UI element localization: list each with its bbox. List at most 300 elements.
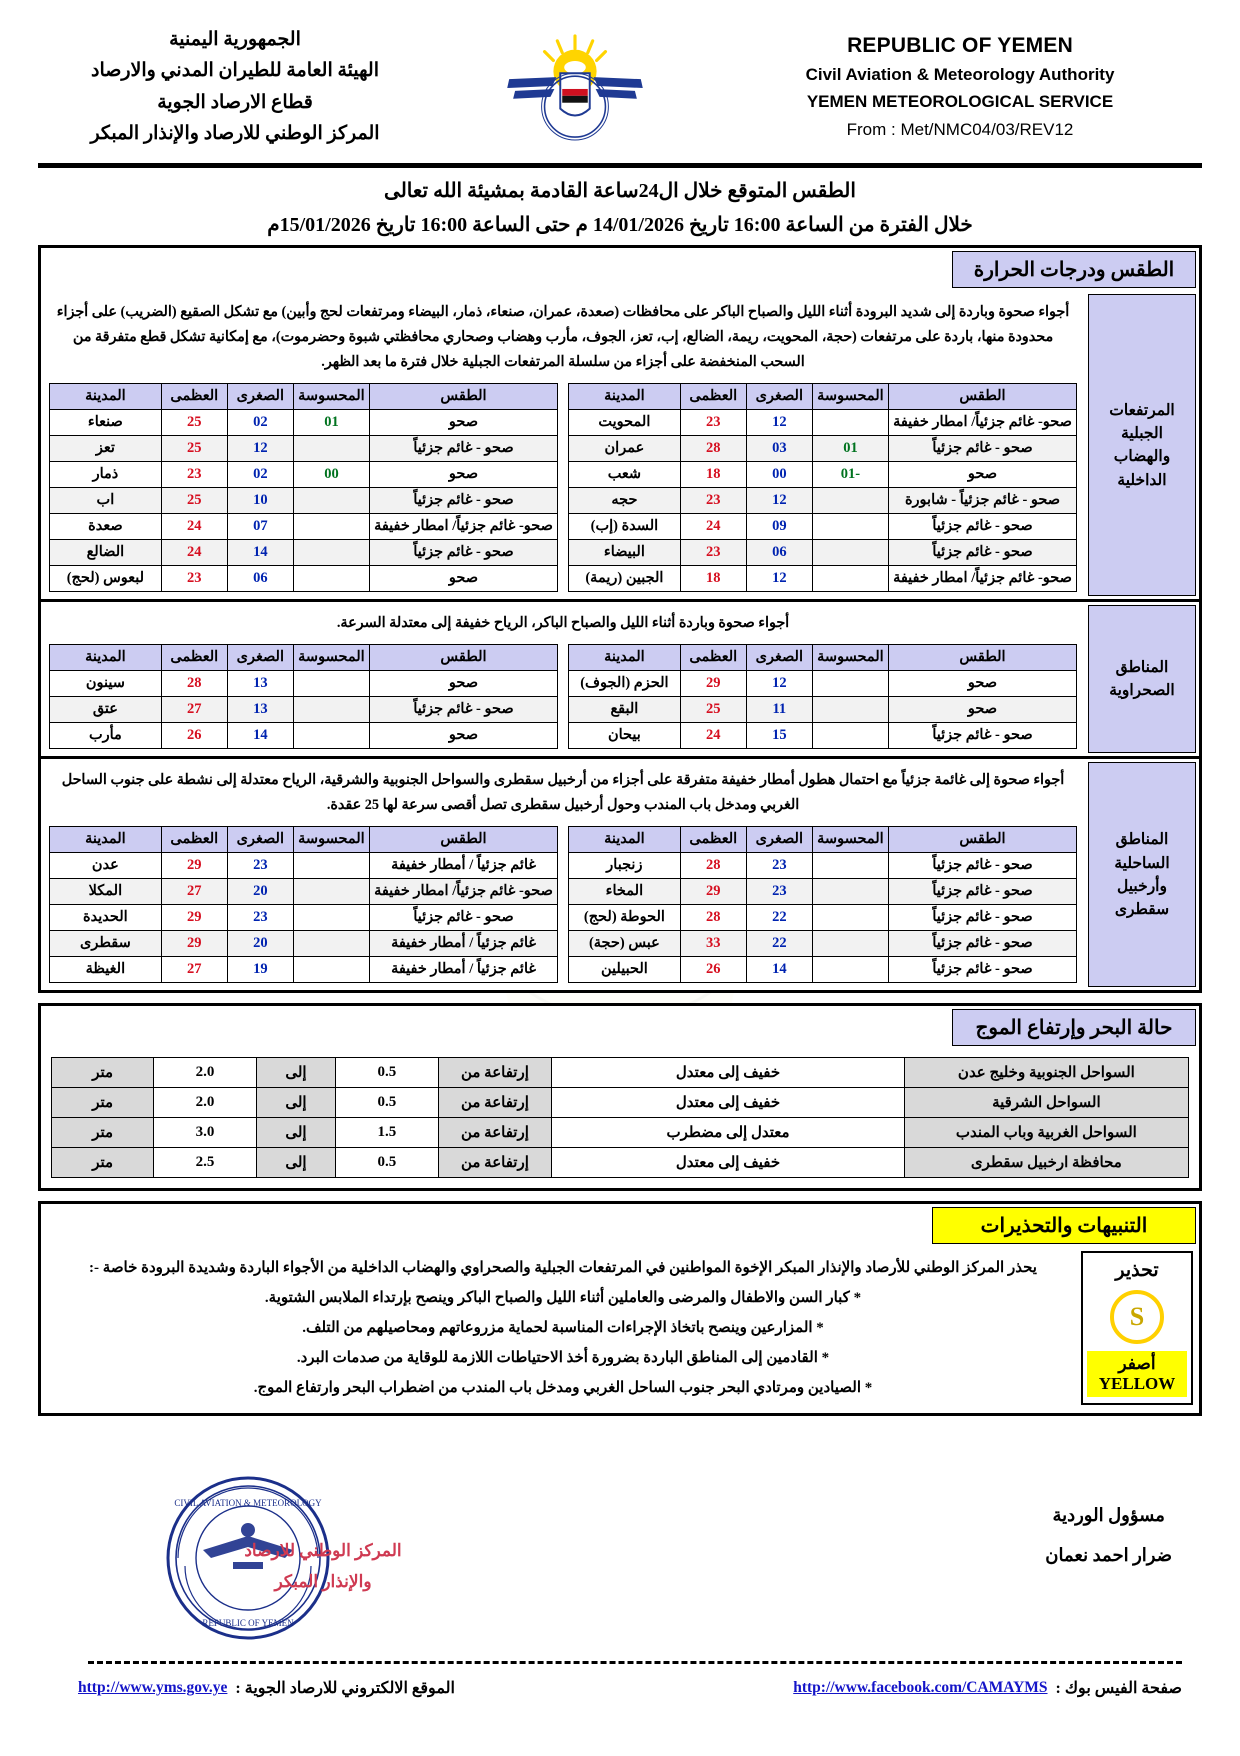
cell-feel bbox=[812, 723, 888, 749]
col-header-feel: المحسوسة bbox=[812, 645, 888, 671]
cell-max: 33 bbox=[680, 931, 746, 957]
cell-max: 23 bbox=[680, 540, 746, 566]
cell-feel bbox=[293, 671, 369, 697]
cell-city: الضالع bbox=[50, 540, 162, 566]
cell-max: 23 bbox=[161, 462, 227, 488]
cell-sea-from: 0.5 bbox=[336, 1088, 438, 1118]
cell-min: 22 bbox=[746, 931, 812, 957]
website-label: الموقع الالكتروني للارصاد الجوية : bbox=[235, 1680, 455, 1698]
cell-min: 23 bbox=[746, 853, 812, 879]
cell-max: 23 bbox=[680, 488, 746, 514]
cell-sea-region: السواحل الشرقية bbox=[904, 1088, 1188, 1118]
cell-city: الحبيلين bbox=[569, 957, 681, 983]
cell-max: 24 bbox=[161, 540, 227, 566]
cell-city: البيضاء bbox=[569, 540, 681, 566]
cell-feel bbox=[812, 540, 888, 566]
cell-sea-to: 3.0 bbox=[154, 1118, 256, 1148]
warnings-section-header bbox=[41, 1204, 1199, 1247]
cell-min: 06 bbox=[746, 540, 812, 566]
cell-max: 29 bbox=[161, 905, 227, 931]
region-label: المناطق الساحلية وأرخبيل سقطرى bbox=[1088, 762, 1196, 987]
warning-level-en: YELLOW bbox=[1098, 1374, 1176, 1394]
cell-wx: صحو - غائم جزئياً bbox=[370, 697, 558, 723]
region-tables bbox=[49, 826, 1077, 983]
col-header-wx: الطقس bbox=[370, 645, 558, 671]
table-row bbox=[569, 514, 1077, 540]
cell-feel bbox=[293, 957, 369, 983]
cell-feel bbox=[812, 957, 888, 983]
col-header-max: العظمى bbox=[680, 827, 746, 853]
cell-feel: 00 bbox=[293, 462, 369, 488]
footer-divider bbox=[88, 1661, 1182, 1664]
cell-wx: غائم جزئياً / أمطار خفيفة bbox=[370, 931, 558, 957]
cell-max: 26 bbox=[680, 957, 746, 983]
region-description: أجواء صحوة إلى غائمة جزئياً مع احتمال هطول أمطار خفيفة متفرقة على أجزاء من أرخبيل سقطرى والسواحل الجنوبية والشرقية، الرياح معتدلة إلى نشطة على جنوب الساحل الغربي ومدخل باب المندب وحول أرخبيل سقطرى تصل أقصى سرعة لها 25 عقدة. bbox=[61, 772, 1065, 814]
header-en-line2: Civil Aviation & Meteorology Authority bbox=[805, 65, 1115, 85]
table-row bbox=[569, 931, 1077, 957]
cell-wx: صحو- غائم جزئياً/ امطار خفيفة bbox=[370, 879, 558, 905]
warnings-text bbox=[44, 1251, 1078, 1405]
authority-logo bbox=[485, 32, 665, 142]
cell-city: مأرب bbox=[50, 723, 162, 749]
weather-table-left bbox=[568, 826, 1077, 983]
table-row bbox=[50, 540, 558, 566]
cell-min: 09 bbox=[746, 514, 812, 540]
cell-wx: صحو - غائم جزئياً bbox=[370, 488, 558, 514]
cell-city: الحوطة (لحج) bbox=[569, 905, 681, 931]
cell-max: 26 bbox=[161, 723, 227, 749]
table-row bbox=[50, 488, 558, 514]
cell-feel bbox=[293, 514, 369, 540]
cell-min: 14 bbox=[227, 723, 293, 749]
header-english-block bbox=[750, 30, 1170, 144]
cell-wx: صحو- غائم جزئياً/ امطار خفيفة bbox=[889, 566, 1077, 592]
website-link[interactable]: http://www.yms.gov.ye bbox=[78, 1679, 228, 1697]
header-en-reference: From : Met/NMC04/03/REV12 bbox=[846, 120, 1074, 140]
col-header-feel: المحسوسة bbox=[293, 384, 369, 410]
cell-city: شعب bbox=[569, 462, 681, 488]
cell-wx: صحو - غائم جزئياً bbox=[889, 436, 1077, 462]
cell-max: 27 bbox=[161, 697, 227, 723]
table-row bbox=[569, 540, 1077, 566]
weather-table-right bbox=[49, 644, 558, 749]
warning-lead: يحذر المركز الوطني للأرصاد والإنذار المبكر الإخوة المواطنين في المرتفعات الجبلية والصحراوي والهضاب الداخلية من الأجواء الباردة وشديدة البرودة خاصة -: bbox=[89, 1260, 1037, 1277]
region-label: المرتفعات الجبلية والهضاب الداخلية bbox=[1088, 294, 1196, 596]
cell-sea-to-label: إلى bbox=[256, 1088, 336, 1118]
cell-sea-to-label: إلى bbox=[256, 1058, 336, 1088]
cell-feel: -01 bbox=[812, 462, 888, 488]
shift-supervisor-name: ضرار احمد نعمان bbox=[1045, 1545, 1172, 1566]
cell-city: اب bbox=[50, 488, 162, 514]
cell-sea-from-label: إرتفاعة من bbox=[438, 1088, 552, 1118]
cell-feel: 01 bbox=[812, 436, 888, 462]
svg-text:CIVIL AVIATION & METEOROLOGY: CIVIL AVIATION & METEOROLOGY bbox=[174, 1498, 322, 1509]
table-body bbox=[50, 671, 558, 749]
cell-feel bbox=[812, 566, 888, 592]
cell-min: 02 bbox=[227, 462, 293, 488]
col-header-min: الصغرى bbox=[227, 827, 293, 853]
table-body bbox=[569, 671, 1077, 749]
region-body bbox=[41, 291, 1085, 599]
title-line-1: الطقس المتوقع خلال ال24ساعة القادمة بمشيئة الله تعالى bbox=[384, 180, 856, 203]
cell-sea-from-label: إرتفاعة من bbox=[438, 1148, 552, 1178]
cell-feel bbox=[293, 905, 369, 931]
cell-min: 20 bbox=[227, 931, 293, 957]
warning-level-ar: أصفر bbox=[1118, 1354, 1156, 1374]
cell-sea-state: خفيف إلى معتدل bbox=[552, 1088, 904, 1118]
cell-min: 12 bbox=[746, 488, 812, 514]
weather-section bbox=[38, 245, 1202, 993]
cell-sea-region: محافظة ارخبيل سقطرى bbox=[904, 1148, 1188, 1178]
cell-wx: صحو - غائم جزئياً bbox=[889, 905, 1077, 931]
cell-max: 25 bbox=[161, 436, 227, 462]
table-row bbox=[50, 514, 558, 540]
cell-feel bbox=[812, 879, 888, 905]
warning-bullet: * المزارعين وينصح باتخاذ الإجراءات المناسبة لحماية مزروعاتهم ومحاصيلهم من التلف. bbox=[302, 1320, 824, 1337]
warnings-body bbox=[41, 1247, 1199, 1413]
header-arabic-block bbox=[70, 24, 400, 149]
cell-sea-to: 2.0 bbox=[154, 1088, 256, 1118]
cell-feel bbox=[812, 671, 888, 697]
table-row bbox=[569, 436, 1077, 462]
cell-wx: صحو bbox=[370, 410, 558, 436]
stamp-caption: المركز الوطني للارصاد والإنذار المبكر bbox=[244, 1541, 402, 1592]
table-row bbox=[50, 436, 558, 462]
cell-city: سقطرى bbox=[50, 931, 162, 957]
cell-wx: صحو bbox=[370, 671, 558, 697]
col-header-feel: المحسوسة bbox=[812, 827, 888, 853]
cell-min: 23 bbox=[227, 905, 293, 931]
cell-wx: غائم جزئياً / أمطار خفيفة bbox=[370, 957, 558, 983]
cell-wx: صحو bbox=[370, 723, 558, 749]
cell-sea-unit: متر bbox=[52, 1148, 154, 1178]
cell-wx: صحو bbox=[889, 462, 1077, 488]
cell-max: 28 bbox=[680, 905, 746, 931]
cell-sea-from: 0.5 bbox=[336, 1058, 438, 1088]
cell-max: 24 bbox=[680, 723, 746, 749]
cell-feel bbox=[812, 853, 888, 879]
warning-badge-top-label: تحذير bbox=[1115, 1260, 1159, 1282]
cell-sea-to: 2.0 bbox=[154, 1058, 256, 1088]
cell-city: البقع bbox=[569, 697, 681, 723]
table-row bbox=[50, 723, 558, 749]
table-row bbox=[50, 931, 558, 957]
col-header-min: الصغرى bbox=[746, 645, 812, 671]
table-row bbox=[569, 488, 1077, 514]
cell-min: 23 bbox=[746, 879, 812, 905]
cell-feel: 01 bbox=[293, 410, 369, 436]
cell-max: 28 bbox=[161, 671, 227, 697]
cell-max: 29 bbox=[161, 853, 227, 879]
warning-bullet: * كبار السن والاطفال والمرضى والعاملين أثناء الليل والصباح الباكر وينصح بإرتداء الملابس الشتوية. bbox=[264, 1290, 862, 1307]
cell-city: لبعوس (لحج) bbox=[50, 566, 162, 592]
col-header-wx: الطقس bbox=[889, 645, 1077, 671]
col-header-wx: الطقس bbox=[370, 384, 558, 410]
table-row bbox=[569, 462, 1077, 488]
cell-sea-to-label: إلى bbox=[256, 1148, 336, 1178]
cell-wx: صحو - غائم جزئياً bbox=[889, 931, 1077, 957]
cell-city: عبس (حجة) bbox=[569, 931, 681, 957]
cell-min: 06 bbox=[227, 566, 293, 592]
cell-min: 02 bbox=[227, 410, 293, 436]
cell-feel bbox=[293, 540, 369, 566]
cell-min: 12 bbox=[227, 436, 293, 462]
cell-sea-unit: متر bbox=[52, 1088, 154, 1118]
cell-min: 11 bbox=[746, 697, 812, 723]
cell-feel bbox=[812, 905, 888, 931]
col-header-city: المدينة bbox=[569, 384, 681, 410]
cell-min: 10 bbox=[227, 488, 293, 514]
header-ar-line4: المركز الوطني للارصاد والإنذار المبكر bbox=[90, 123, 380, 145]
cell-max: 23 bbox=[161, 566, 227, 592]
cell-city: السدة (إب) bbox=[569, 514, 681, 540]
table-body bbox=[52, 1058, 1189, 1178]
cell-min: 19 bbox=[227, 957, 293, 983]
cell-feel bbox=[293, 436, 369, 462]
table-row bbox=[52, 1148, 1189, 1178]
cell-min: 12 bbox=[746, 410, 812, 436]
cell-sea-unit: متر bbox=[52, 1118, 154, 1148]
table-row bbox=[569, 853, 1077, 879]
cell-wx: صحو - غائم جزئياً bbox=[370, 905, 558, 931]
cell-city: المخاء bbox=[569, 879, 681, 905]
facebook-label: صفحة الفيس بوك : bbox=[1055, 1680, 1182, 1698]
cell-wx: غائم جزئياً / أمطار خفيفة bbox=[370, 853, 558, 879]
col-header-min: الصغرى bbox=[227, 645, 293, 671]
table-body bbox=[50, 410, 558, 592]
cell-feel bbox=[812, 410, 888, 436]
sea-section bbox=[38, 1003, 1202, 1191]
cell-sea-from: 1.5 bbox=[336, 1118, 438, 1148]
weather-section-title: الطقس ودرجات الحرارة bbox=[952, 251, 1196, 288]
cell-min: 23 bbox=[227, 853, 293, 879]
cell-city: عدن bbox=[50, 853, 162, 879]
cell-feel bbox=[293, 853, 369, 879]
cell-city: صعدة bbox=[50, 514, 162, 540]
cell-max: 29 bbox=[680, 671, 746, 697]
cell-sea-state: خفيف إلى معتدل bbox=[552, 1148, 904, 1178]
col-header-city: المدينة bbox=[569, 645, 681, 671]
cell-wx: صحو bbox=[889, 671, 1077, 697]
table-body bbox=[50, 853, 558, 983]
col-header-feel: المحسوسة bbox=[812, 384, 888, 410]
sea-section-header bbox=[41, 1006, 1199, 1049]
cell-sea-region: السواحل الغربية وباب المندب bbox=[904, 1118, 1188, 1148]
region-tables bbox=[49, 383, 1077, 592]
col-header-min: الصغرى bbox=[227, 384, 293, 410]
region-label: المناطق الصحراوية bbox=[1088, 605, 1196, 753]
cell-max: 27 bbox=[161, 879, 227, 905]
cell-max: 25 bbox=[161, 488, 227, 514]
official-stamp bbox=[78, 1466, 418, 1656]
facebook-item bbox=[793, 1678, 1182, 1698]
col-header-city: المدينة bbox=[50, 827, 162, 853]
footer-links bbox=[78, 1678, 1182, 1698]
col-header-feel: المحسوسة bbox=[293, 827, 369, 853]
col-header-wx: الطقس bbox=[370, 827, 558, 853]
weather-section-header bbox=[41, 248, 1199, 291]
document-footer bbox=[38, 1456, 1202, 1756]
cell-sea-from-label: إرتفاعة من bbox=[438, 1058, 552, 1088]
shift-supervisor-title: مسؤول الوردية bbox=[1052, 1505, 1165, 1526]
cell-wx: صحو - غائم جزئياً bbox=[889, 879, 1077, 905]
table-row bbox=[569, 957, 1077, 983]
table-row bbox=[569, 410, 1077, 436]
cell-wx: صحو bbox=[370, 566, 558, 592]
cell-feel bbox=[293, 488, 369, 514]
cell-min: 15 bbox=[746, 723, 812, 749]
cell-min: 03 bbox=[746, 436, 812, 462]
website-item bbox=[78, 1678, 455, 1698]
cell-max: 18 bbox=[680, 566, 746, 592]
table-row bbox=[50, 566, 558, 592]
cell-wx: صحو - غائم جزئياً - شابورة bbox=[889, 488, 1077, 514]
cell-feel bbox=[293, 723, 369, 749]
table-row bbox=[569, 723, 1077, 749]
table-row bbox=[569, 671, 1077, 697]
cell-sea-to: 2.5 bbox=[154, 1148, 256, 1178]
cell-feel bbox=[812, 514, 888, 540]
table-row bbox=[50, 853, 558, 879]
cell-max: 18 bbox=[680, 462, 746, 488]
table-row bbox=[50, 905, 558, 931]
cell-city: زنجبار bbox=[569, 853, 681, 879]
cell-city: عمران bbox=[569, 436, 681, 462]
cell-feel bbox=[293, 931, 369, 957]
cell-min: 00 bbox=[746, 462, 812, 488]
cell-city: الحزم (الجوف) bbox=[569, 671, 681, 697]
cell-wx: صحو - غائم جزئياً bbox=[889, 514, 1077, 540]
table-row bbox=[50, 697, 558, 723]
cell-city: تعز bbox=[50, 436, 162, 462]
table-row bbox=[52, 1058, 1189, 1088]
table-row bbox=[569, 697, 1077, 723]
cell-feel bbox=[293, 879, 369, 905]
weather-table-right bbox=[49, 826, 558, 983]
title-line-2: خلال الفترة من الساعة 16:00 تاريخ 14/01/2026 م حتى الساعة 16:00 تاريخ 15/01/2026م bbox=[267, 214, 973, 237]
warnings-section-title: التنبيهات والتحذيرات bbox=[932, 1207, 1196, 1244]
cell-wx: صحو bbox=[889, 697, 1077, 723]
header-ar-line2: الهيئة العامة للطيران المدني والارصاد bbox=[91, 60, 379, 82]
cell-min: 20 bbox=[227, 879, 293, 905]
col-header-city: المدينة bbox=[50, 384, 162, 410]
table-row bbox=[50, 462, 558, 488]
cell-max: 27 bbox=[161, 957, 227, 983]
cell-feel bbox=[812, 697, 888, 723]
cell-sea-state: معتدل إلى مضطرب bbox=[552, 1118, 904, 1148]
cell-feel bbox=[293, 566, 369, 592]
cell-max: 23 bbox=[680, 410, 746, 436]
cell-max: 24 bbox=[161, 514, 227, 540]
cell-max: 24 bbox=[680, 514, 746, 540]
cell-sea-to-label: إلى bbox=[256, 1118, 336, 1148]
col-header-max: العظمى bbox=[680, 645, 746, 671]
cell-wx: صحو - غائم جزئياً bbox=[889, 853, 1077, 879]
table-body bbox=[569, 853, 1077, 983]
cell-feel bbox=[293, 697, 369, 723]
region-tables bbox=[49, 644, 1077, 749]
cell-min: 13 bbox=[227, 671, 293, 697]
weather-table-left bbox=[568, 383, 1077, 592]
cell-min: 14 bbox=[227, 540, 293, 566]
cell-city: المحويت bbox=[569, 410, 681, 436]
cell-city: المكلا bbox=[50, 879, 162, 905]
weather-table-left bbox=[568, 644, 1077, 749]
cell-min: 13 bbox=[227, 697, 293, 723]
cell-max: 28 bbox=[680, 436, 746, 462]
table-row bbox=[50, 879, 558, 905]
cell-sea-state: خفيف إلى معتدل bbox=[552, 1058, 904, 1088]
cell-wx: صحو bbox=[370, 462, 558, 488]
col-header-city: المدينة bbox=[50, 645, 162, 671]
cell-max: 29 bbox=[161, 931, 227, 957]
table-row bbox=[52, 1088, 1189, 1118]
cell-max: 25 bbox=[161, 410, 227, 436]
cell-city: صنعاء bbox=[50, 410, 162, 436]
table-row bbox=[569, 905, 1077, 931]
cell-feel bbox=[812, 931, 888, 957]
col-header-max: العظمى bbox=[161, 384, 227, 410]
table-body bbox=[569, 410, 1077, 592]
warnings-section bbox=[38, 1201, 1202, 1416]
region-body bbox=[41, 759, 1085, 990]
header-en-line1: REPUBLIC OF YEMEN bbox=[847, 33, 1073, 57]
cell-city: سينون bbox=[50, 671, 162, 697]
cell-sea-region: السواحل الجنوبية وخليج عدن bbox=[904, 1058, 1188, 1088]
svg-text:REPUBLIC OF YEMEN: REPUBLIC OF YEMEN bbox=[202, 1618, 294, 1629]
cell-max: 28 bbox=[680, 853, 746, 879]
header-ar-line3: قطاع الارصاد الجوية bbox=[157, 91, 313, 113]
cell-city: حجه bbox=[569, 488, 681, 514]
region-description: أجواء صحوة وباردة أثناء الليل والصباح الباكر، الرياح خفيفة إلى معتدلة السرعة. bbox=[336, 615, 790, 632]
col-header-wx: الطقس bbox=[889, 827, 1077, 853]
col-header-feel: المحسوسة bbox=[293, 645, 369, 671]
facebook-link[interactable]: http://www.facebook.com/CAMAYMS bbox=[793, 1679, 1048, 1697]
col-header-min: الصغرى bbox=[746, 384, 812, 410]
logo-icon bbox=[500, 32, 650, 142]
table-row bbox=[50, 957, 558, 983]
cell-wx: صحو- غائم جزئياً/ امطار خفيفة bbox=[370, 514, 558, 540]
cell-min: 14 bbox=[746, 957, 812, 983]
cell-wx: صحو - غائم جزئياً bbox=[370, 540, 558, 566]
cell-city: ذمار bbox=[50, 462, 162, 488]
shift-supervisor-block bbox=[1045, 1496, 1172, 1575]
cell-min: 12 bbox=[746, 566, 812, 592]
col-header-wx: الطقس bbox=[889, 384, 1077, 410]
region-description: أجواء صحوة وباردة إلى شديد البرودة أثناء الليل والصباح الباكر على محافظات (صعدة، عمران، صنعاء، ذمار، البيضاء ومرتفعات لحج وأبين) مع تشكل الصقيع (الضريب) على أجزاء محدودة منها، باردة على مرتفعات (حجة، المحويت، ريمة، الضالع، إب، تعز، الجوف، مأرب وهضاب وصحاري محافظتي شبوة وحضرموت)، مع إمكانية تشكل قطع متفرقة من السحب المنخفضة على أجزاء من سلسلة المرتفعات الجبلية خلال فترة ما بعد الظهر. bbox=[56, 304, 1070, 371]
cell-wx: صحو - غائم جزئياً bbox=[889, 540, 1077, 566]
cell-max: 29 bbox=[680, 879, 746, 905]
forecast-title bbox=[0, 168, 1240, 245]
document-header bbox=[0, 0, 1240, 155]
table-row bbox=[50, 410, 558, 436]
cell-city: الجبين (ريمة) bbox=[569, 566, 681, 592]
region-mountain-highlands bbox=[41, 291, 1199, 602]
cell-sea-unit: متر bbox=[52, 1058, 154, 1088]
sea-section-title: حالة البحر وإرتفاع الموج bbox=[952, 1009, 1196, 1046]
cell-max: 25 bbox=[680, 697, 746, 723]
warning-bullet: * القادمين إلى المناطق الباردة بضرورة أخذ الاحتياطات اللازمة للوقاية من صدمات البرد. bbox=[296, 1350, 830, 1367]
cell-city: الغيظة bbox=[50, 957, 162, 983]
col-header-max: العظمى bbox=[680, 384, 746, 410]
weather-table-right bbox=[49, 383, 558, 592]
warning-bullet: * الصيادين ومرتادي البحر جنوب الساحل الغربي ومدخل باب المندب من اضطراب البحر وارتفاع الموج. bbox=[253, 1380, 873, 1397]
col-header-min: الصغرى bbox=[746, 827, 812, 853]
region-body bbox=[41, 602, 1085, 756]
cell-wx: صحو - غائم جزئياً bbox=[889, 723, 1077, 749]
col-header-max: العظمى bbox=[161, 827, 227, 853]
col-header-max: العظمى bbox=[161, 645, 227, 671]
